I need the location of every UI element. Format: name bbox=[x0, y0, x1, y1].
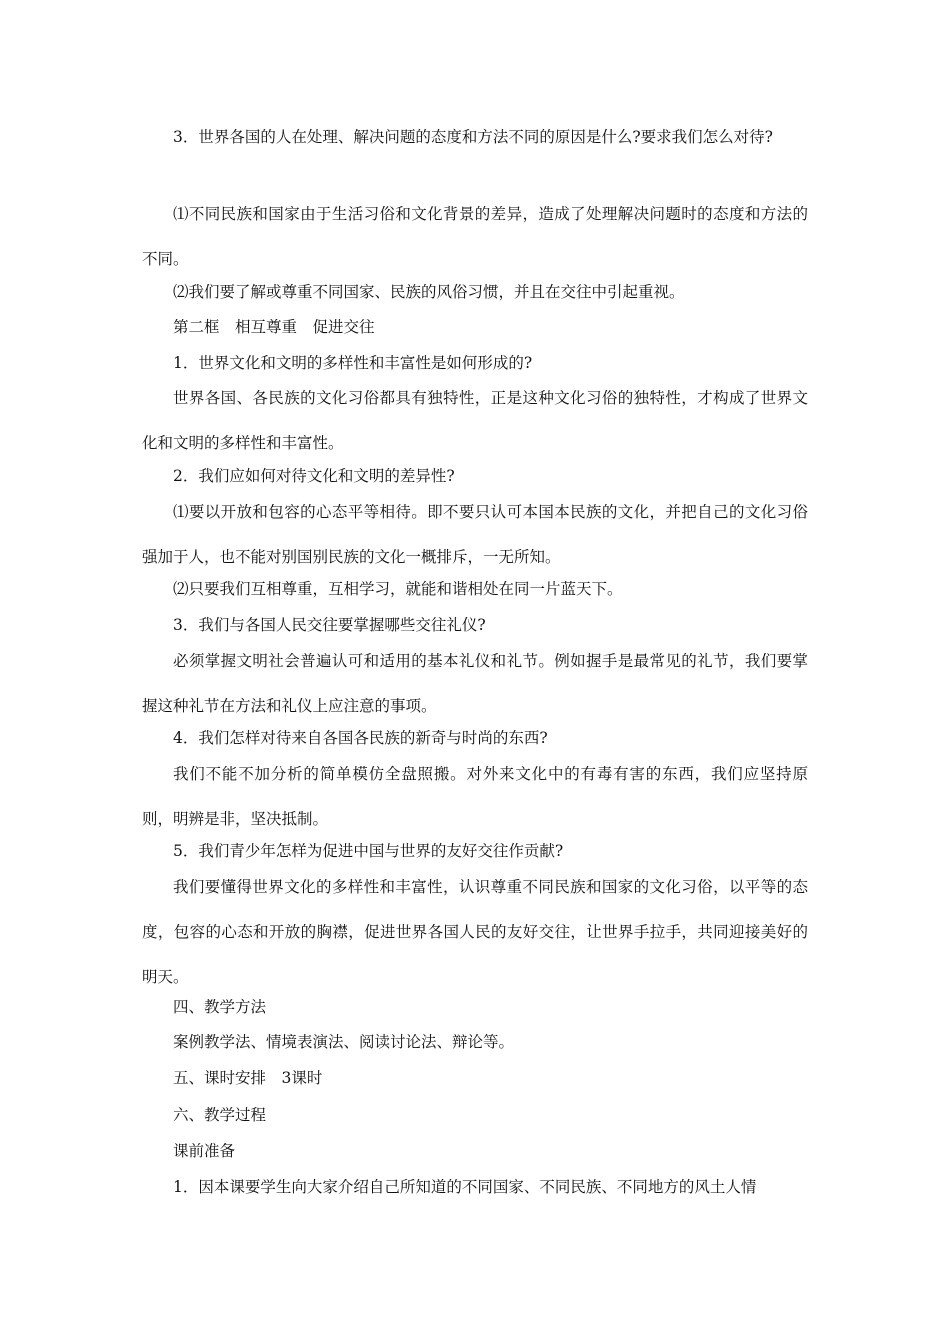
subheading-preparation: 课前准备 bbox=[173, 1142, 236, 1160]
paragraph-preparation-1: 1．因本课要学生向大家介绍自己所知道的不同国家、不同民族、不同地方的风土人情 bbox=[173, 1178, 757, 1196]
paragraph-answer-3b: 必须掌握文明社会普遍认可和适用的基本礼仪和礼节。例如握手是最常见的礼节，我们要掌握这种礼节在方法和礼仪上应注意的事项。 bbox=[142, 652, 808, 715]
paragraph-answer-3-1: ⑴不同民族和国家由于生活习俗和文化背景的差异，造成了处理解决问题时的态度和方法的不同。 bbox=[142, 205, 808, 268]
section-heading-class-schedule: 五、课时安排 3课时 bbox=[173, 1069, 323, 1087]
section-heading-second-frame: 第二框 相互尊重 促进交往 bbox=[173, 318, 375, 336]
paragraph-question-5: 5．我们青少年怎样为促进中国与世界的友好交往作贡献? bbox=[173, 842, 564, 860]
paragraph-answer-2-2: ⑵只要我们互相尊重，互相学习，就能和谐相处在同一片蓝天下。 bbox=[173, 580, 623, 598]
paragraph-question-2: 2．我们应如何对待文化和文明的差异性? bbox=[173, 467, 455, 485]
paragraph-question-4: 4．我们怎样对待来自各国各民族的新奇与时尚的东西? bbox=[173, 729, 548, 747]
paragraph-answer-2-1: ⑴要以开放和包容的心态平等相待。即不要只认可本国本民族的文化，并把自己的文化习俗强加于人，也不能对别国别民族的文化一概排斥，一无所知。 bbox=[142, 503, 808, 566]
section-heading-teaching-methods: 四、教学方法 bbox=[173, 998, 267, 1016]
paragraph-answer-1: 世界各国、各民族的文化习俗都具有独特性，正是这种文化习俗的独特性，才构成了世界文化和文明的多样性和丰富性。 bbox=[142, 389, 808, 452]
paragraph-answer-5: 我们要懂得世界文化的多样性和丰富性，认识尊重不同民族和国家的文化习俗，以平等的态度，包容的心态和开放的胸襟，促进世界各国人民的友好交往，让世界手拉手，共同迎接美好的明天。 bbox=[142, 878, 808, 986]
paragraph-answer-4: 我们不能不加分析的简单模仿全盘照搬。对外来文化中的有毒有害的东西，我们应坚持原则，明辨是非，坚决抵制。 bbox=[142, 765, 808, 828]
paragraph-teaching-methods: 案例教学法、情境表演法、阅读讨论法、辩论等。 bbox=[173, 1033, 515, 1051]
section-heading-teaching-process: 六、教学过程 bbox=[173, 1106, 267, 1124]
paragraph-question-3b: 3．我们与各国人民交往要掌握哪些交往礼仪? bbox=[173, 616, 486, 634]
paragraph-question-1: 1．世界文化和文明的多样性和丰富性是如何形成的? bbox=[173, 354, 533, 372]
paragraph-question-3: 3．世界各国的人在处理、解决问题的态度和方法不同的原因是什么?要求我们怎么对待? bbox=[173, 128, 773, 146]
paragraph-answer-3-2: ⑵我们要了解或尊重不同国家、民族的风俗习惯，并且在交往中引起重视。 bbox=[173, 283, 685, 301]
